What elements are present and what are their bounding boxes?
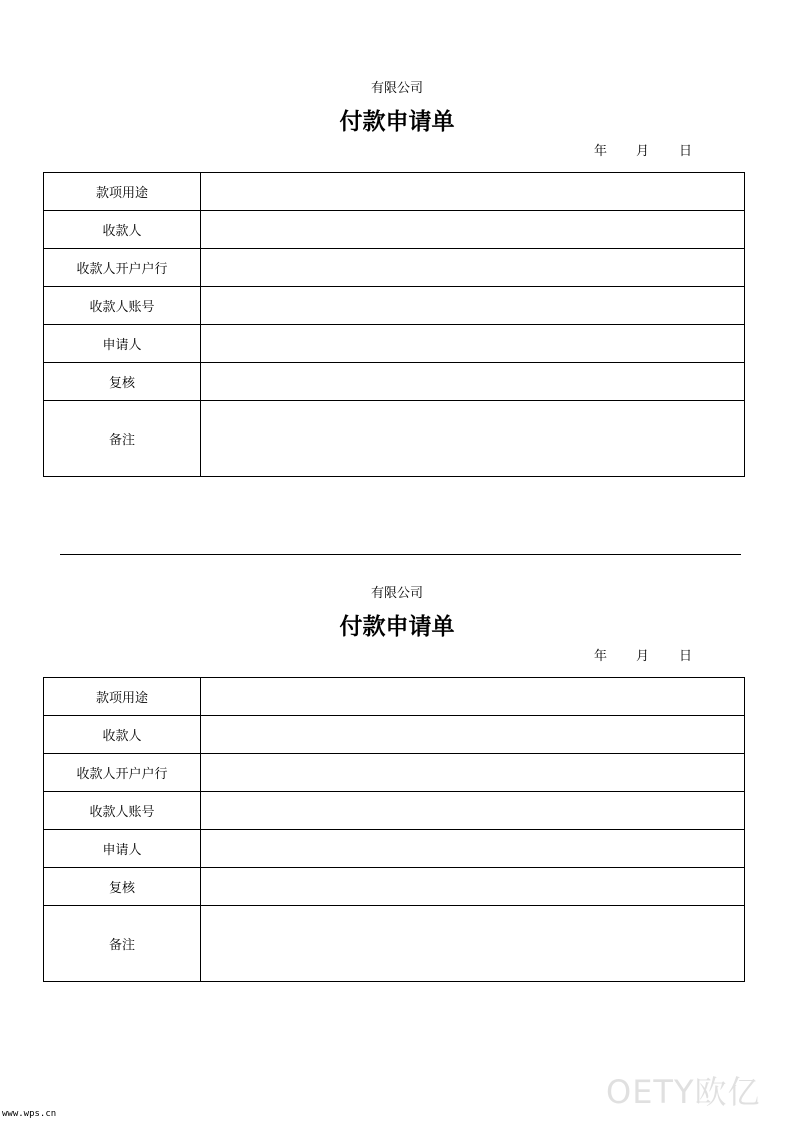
payment-table <box>43 172 745 477</box>
date-year-label: 年 <box>594 649 608 664</box>
row-value-applicant[interactable] <box>201 325 745 363</box>
table-row <box>44 363 745 401</box>
row-label-purpose: 款项用途 <box>44 678 201 716</box>
cut-line-divider <box>60 554 741 555</box>
row-value-payee-account[interactable] <box>201 792 745 830</box>
table-row <box>44 211 745 249</box>
form-title: 付款申请单 <box>339 108 455 135</box>
table-row <box>44 173 745 211</box>
row-value-payee[interactable] <box>201 716 745 754</box>
date-day-label: 日 <box>679 649 693 664</box>
table-row <box>44 325 745 363</box>
row-value-payee-bank[interactable] <box>201 249 745 287</box>
row-value-payee-account[interactable] <box>201 287 745 325</box>
table-row <box>44 906 745 982</box>
row-label-payee-bank: 收款人开户户行 <box>44 249 201 287</box>
row-label-reviewer: 复核 <box>44 868 201 906</box>
row-value-reviewer[interactable] <box>201 868 745 906</box>
row-label-remarks: 备注 <box>44 906 201 982</box>
table-row <box>44 287 745 325</box>
row-value-remarks[interactable] <box>201 401 745 477</box>
company-name: 有限公司 <box>370 586 423 601</box>
brand-watermark: OETY欧亿 <box>606 1073 761 1111</box>
table-row <box>44 754 745 792</box>
row-label-applicant: 申请人 <box>44 830 201 868</box>
row-value-purpose[interactable] <box>201 173 745 211</box>
table-row <box>44 249 745 287</box>
date-line <box>0 647 794 667</box>
date-month-label: 月 <box>636 144 650 159</box>
footer-site-text: www.wps.cn <box>2 1109 57 1119</box>
table-row <box>44 678 745 716</box>
row-label-payee-bank: 收款人开户户行 <box>44 754 201 792</box>
row-value-purpose[interactable] <box>201 678 745 716</box>
row-label-reviewer: 复核 <box>44 363 201 401</box>
row-value-payee-bank[interactable] <box>201 754 745 792</box>
table-row <box>44 792 745 830</box>
company-name: 有限公司 <box>370 81 423 96</box>
table-row <box>44 401 745 477</box>
row-label-payee: 收款人 <box>44 211 201 249</box>
date-year-label: 年 <box>594 144 608 159</box>
row-label-payee-account: 收款人账号 <box>44 792 201 830</box>
date-line <box>0 142 794 162</box>
row-value-payee[interactable] <box>201 211 745 249</box>
row-label-remarks: 备注 <box>44 401 201 477</box>
row-value-reviewer[interactable] <box>201 363 745 401</box>
table-row <box>44 830 745 868</box>
row-label-payee-account: 收款人账号 <box>44 287 201 325</box>
payment-table <box>43 677 745 982</box>
table-row <box>44 716 745 754</box>
form-title: 付款申请单 <box>339 613 455 640</box>
row-label-payee: 收款人 <box>44 716 201 754</box>
row-label-purpose: 款项用途 <box>44 173 201 211</box>
date-month-label: 月 <box>636 649 650 664</box>
row-value-remarks[interactable] <box>201 906 745 982</box>
row-value-applicant[interactable] <box>201 830 745 868</box>
row-label-applicant: 申请人 <box>44 325 201 363</box>
table-row <box>44 868 745 906</box>
date-day-label: 日 <box>679 144 693 159</box>
